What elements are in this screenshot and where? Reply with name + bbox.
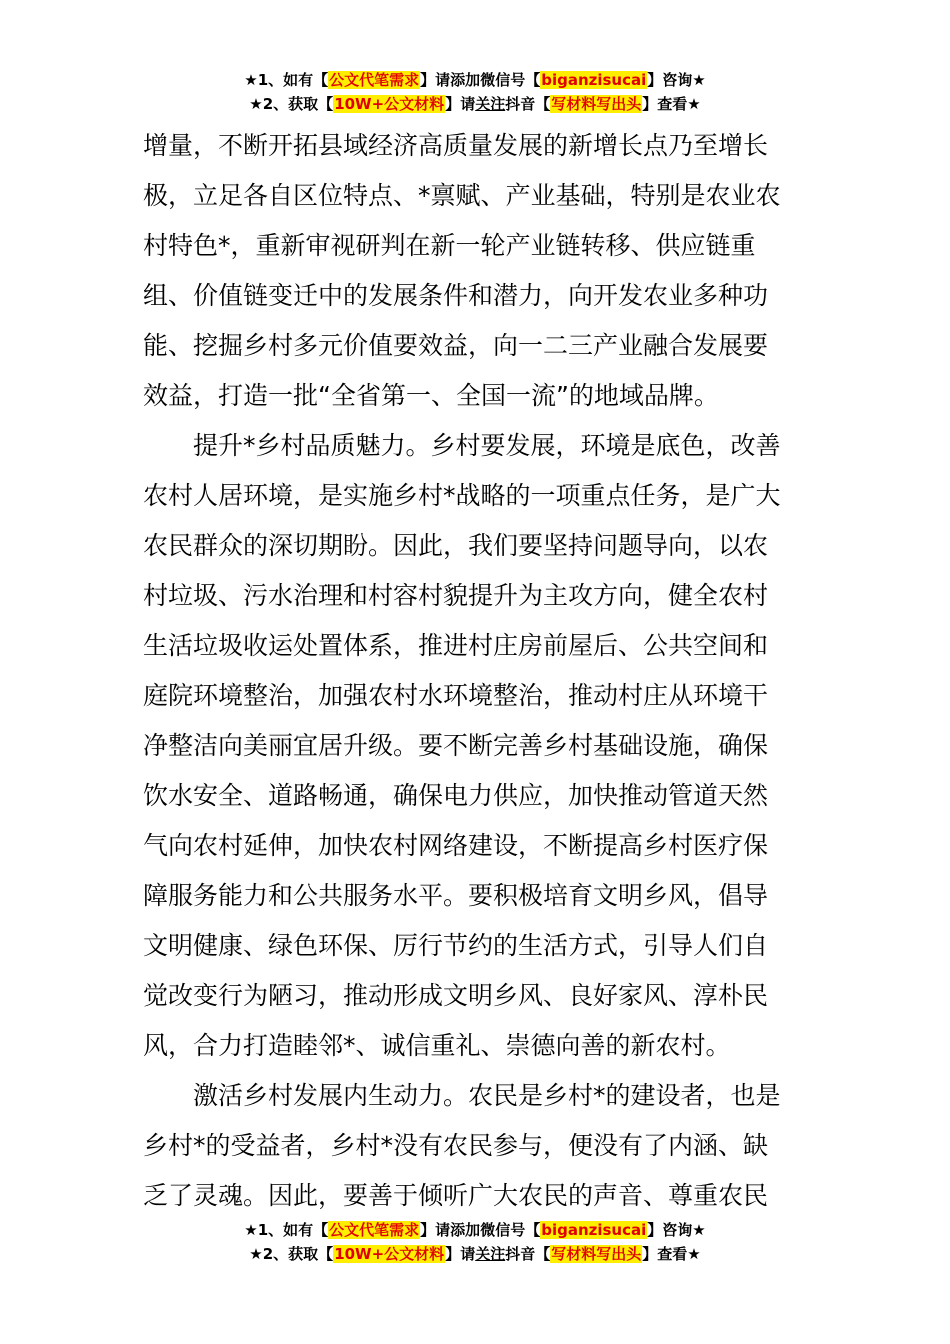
highlight-materials: 10W+公文材料 xyxy=(334,95,445,113)
highlight-douyin: 写材料写出头 xyxy=(551,1245,642,1263)
text-line: 风，合力打造睦邻*、诚信重礼、崇德向善的新农村。 xyxy=(143,1031,731,1060)
text-line: 生活垃圾收运处置体系，推进村庄房前屋后、公共空间和 xyxy=(143,631,769,660)
text-line: 农村人居环境，是实施乡村*战略的一项重点任务，是广大 xyxy=(143,481,781,510)
text-line: 激活乡村发展内生动力。农民是乡村*的建设者，也是 xyxy=(143,1081,781,1110)
banner-row-1: ★1、如有【公文代笔需求】请添加微信号【biganzisucai】咨询★ xyxy=(244,1221,706,1239)
highlight-service: 公文代笔需求 xyxy=(329,71,420,89)
text-line: 气向农村延伸，加快农村网络建设，不断提高乡村医疗保 xyxy=(143,831,769,860)
highlight-wechat-id: biganzisucai xyxy=(541,1221,647,1239)
banner-row-1: ★1、如有【公文代笔需求】请添加微信号【biganzisucai】咨询★ xyxy=(244,71,706,89)
highlight-wechat-id: biganzisucai xyxy=(541,71,647,89)
banner-row-2: ★2、获取【10W+公文材料】请关注抖音【写材料写出头】查看★ xyxy=(249,95,701,113)
banner-row-2: ★2、获取【10W+公文材料】请关注抖音【写材料写出头】查看★ xyxy=(249,1245,701,1263)
text-line: 乡村*的受益者，乡村*没有农民参与，便没有了内涵、缺 xyxy=(143,1131,769,1160)
text-line: 觉改变行为陋习，推动形成文明乡风、良好家风、淳朴民 xyxy=(143,981,769,1010)
text-line: 障服务能力和公共服务水平。要积极培育文明乡风，倡导 xyxy=(143,881,769,910)
highlight-materials: 10W+公文材料 xyxy=(334,1245,445,1263)
bottom-banner xyxy=(0,1218,950,1266)
text-line: 效益，打造一批“全省第一、全国一流”的地域品牌。 xyxy=(143,381,719,410)
text-line: 文明健康、绿色环保、厉行节约的生活方式，引导人们自 xyxy=(143,931,769,960)
highlight-service: 公文代笔需求 xyxy=(329,1221,420,1239)
text-line: 乏了灵魂。因此，要善于倾听广大农民的声音、尊重农民 xyxy=(143,1181,769,1210)
text-line: 增量，不断开拓县域经济高质量发展的新增长点乃至增长 xyxy=(143,131,769,160)
text-line: 庭院环境整治，加强农村水环境整治，推动村庄从环境干 xyxy=(143,681,769,710)
highlight-douyin: 写材料写出头 xyxy=(551,95,642,113)
text-line: 提升*乡村品质魅力。乡村要发展，环境是底色，改善 xyxy=(143,431,781,460)
text-line: 能、挖掘乡村多元价值要效益，向一二三产业融合发展要 xyxy=(143,331,769,360)
text-line: 村特色*，重新审视研判在新一轮产业链转移、供应链重 xyxy=(143,231,756,260)
text-line: 极，立足各自区位特点、*禀赋、产业基础，特别是农业农 xyxy=(143,181,781,210)
text-line: 村垃圾、污水治理和村容村貌提升为主攻方向，健全农村 xyxy=(143,581,769,610)
text-line: 净整洁向美丽宜居升级。要不断完善乡村基础设施，确保 xyxy=(143,731,769,760)
text-line: 组、价值链变迁中的发展条件和潜力，向开发农业多种功 xyxy=(143,281,769,310)
text-line: 农民群众的深切期盼。因此，我们要坚持问题导向，以农 xyxy=(143,531,769,560)
text-line: 饮水安全、道路畅通，确保电力供应，加快推动管道天然 xyxy=(143,781,769,810)
top-banner xyxy=(0,68,950,116)
document-body xyxy=(143,121,807,1221)
